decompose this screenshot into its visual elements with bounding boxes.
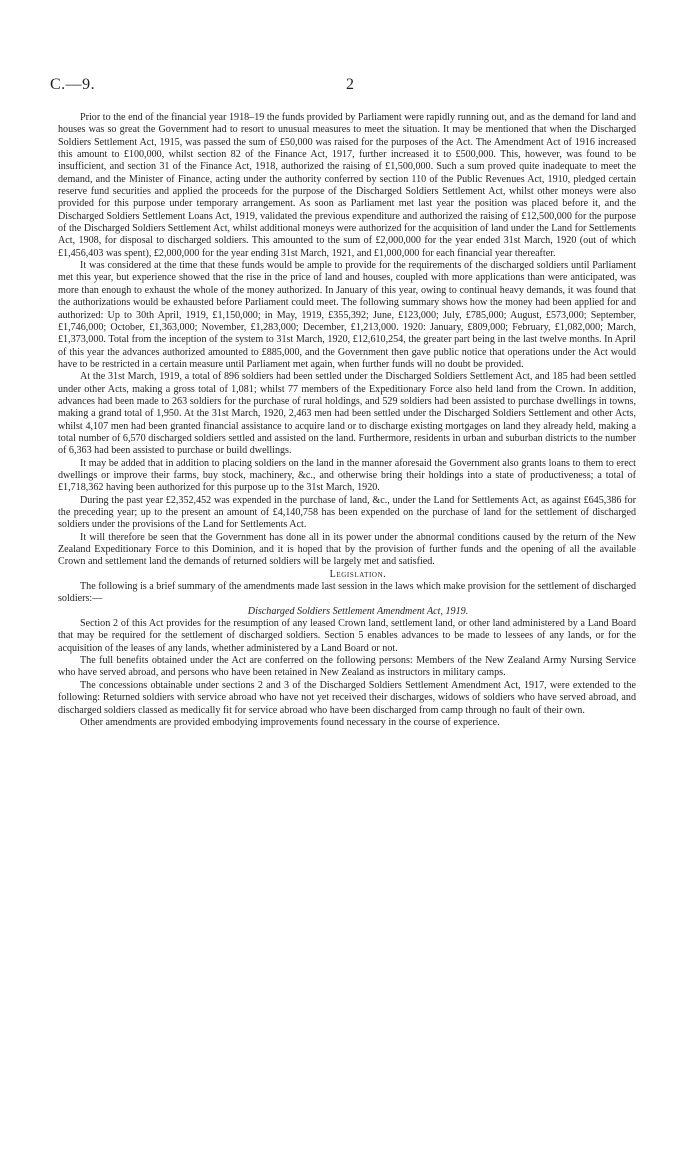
legislation-paragraph: Other amendments are provided embodying improvements found necessary in the course of experience. — [80, 716, 500, 728]
paragraph-expenditure-summary: It was considered at the time that these funds would be ample to provide for the requirements of the discharged soldiers until Parliament met this year, but experience showed that the rise in the price of land and houses, coupled with more applications than were anticipated, was more than enough to exhaust the whole of the money authorized. In January of this year, owing to continual heavy demands, it was found that the authorizations would be exhausted before Parliament could meet. The following summary shows how the money had been applied for and authorized: Up to 30th April, 1919, £1,150,000; in May, 1919, £355,392; June, £123,000; July, £785,000; August, £573,000; September, £1,746,000; October, £1,363,000; November, £1,283,000; December, £1,213,000. 1920: January, £809,000; February, £1,082,000; March, £1,373,000. Total from the inception of the system to 31st March, 1920, £12,610,254, the greater part being in the last twelve months. In April of this year the advances authorized amounted to £885,000, and the Government then gave public notice that operations under the Act would have to be restricted in a certain measure until Parliament met again, when further funds will no doubt be provided. — [58, 260, 636, 370]
legislation-paragraph: The full benefits obtained under the Act are conferred on the following persons: Members of the New Zealand Army Nursing Service who have served abroad, and persons who have been retained in New Zealand as instructors in military camps. — [58, 655, 636, 679]
legislation-intro: The following is a brief summary of the amendments made last session in the laws which make provision for the settlement of discharged soldiers:— — [58, 581, 636, 605]
section-heading-legislation: Legislation. — [329, 568, 387, 580]
page-number: 2 — [346, 76, 354, 93]
paragraph-settlement-totals: At the 31st March, 1919, a total of 896 soldiers had been settled under the Discharged Soldiers Settlement Act, and 185 had been settled under other Acts, making a gross total of 1,081; whilst 77 members of the Expeditionary Force also held land from the Crown. In addition, advances had been made to 263 soldiers for the purchase of rural holdings, and 529 soldiers had been assisted to purchase dwellings in towns, making a grand total of 1,950. At the 31st March, 1920, 2,463 men had been settled under the Discharged Soldiers Settlement and other Acts, whilst 4,107 men had been granted financial assistance to acquire land or to discharge existing mortgages on land they already held, making a total number of 6,570 discharged soldiers settled and assisted on the land. Furthermore, residents in urban and suburban districts to the number of 6,363 had been assisted to purchase or build dwellings. — [58, 371, 636, 457]
legislation-paragraph: The concessions obtainable under sections 2 and 3 of the Discharged Soldiers Settlement Amendment Act, 1917, were extended to the following: Returned soldiers with service abroad who have not yet received their discharges, widows of soldiers who have served abroad, and discharged soldiers classed as medically fit for service abroad who have been discharged from camp through no fault of their own. — [58, 679, 636, 716]
act-title: Discharged Soldiers Settlement Amendment Act, 1919. — [247, 605, 469, 617]
paragraph-conclusion: It will therefore be seen that the Government has done all in its power under the abnormal conditions caused by the return of the New Zealand Expeditionary Force to this Dominion, and it is hoped that by the provision of further funds and the opening of all the available Crown and settlement land the demands of returned soldiers will be largely met and satisfied. — [58, 531, 636, 568]
document-reference: C.—9. — [50, 76, 96, 93]
legislation-paragraph: Section 2 of this Act provides for the resumption of any leased Crown land, settlement land, or other land administered by a Land Board that may be required for the settlement of discharged soldiers. Section 5 enables advances to be made to lessees of any lands, or for the acquisition of the leases of any lands, whether administered by a Land Board or not. — [58, 618, 636, 654]
paragraph-land-purchase: During the past year £2,352,452 was expended in the purchase of land, &c., under the Land for Settlements Act, as against £645,386 for the preceding year; up to the present an amount of £4,140,758 has been expended on the purchase of land for the settlement of discharged soldiers under the provisions of the Land for Settlements Act. — [58, 494, 636, 531]
paragraph-loans: It may be added that in addition to placing soldiers on the land in the manner aforesaid the Government also grants loans to them to erect dwellings or improve their farms, buy stock, machinery, &c., and otherwise bring their holdings into a state of productiveness; a total of £1,718,362 having been authorized for this purpose up to the 31st March, 1920. — [58, 457, 636, 494]
body-text — [58, 112, 636, 729]
paragraph-funding: Prior to the end of the financial year 1918–19 the funds provided by Parliament were rapidly running out, and as the demand for land and houses was so great the Government had to resort to unusual measures to meet the situation. It may be mentioned that when the Discharged Soldiers Settlement Act, 1915, was passed the sum of £50,000 was raised for the purposes of the Act. The Amendment Act of 1916 increased this amount to £100,000, whilst section 82 of the Finance Act, 1917, further increased it to £500,000. This, however, was found to be insufficient, and section 31 of the Finance Act, 1918, authorized the raising of £1,500,000. Such a sum proved quite inadequate to meet the demand, and the Minister of Finance, acting under the authority conferred by section 110 of the Public Revenues Act, 1910, pledged certain reserve fund securities and applied the proceeds for the purpose of the Discharged Soldiers Settlement Act, whilst other moneys were also provided for this purpose under temporary arrangement. As soon as Parliament met last year the position was placed before it, and the Discharged Soldiers Settlement Loans Act, 1919, validated the previous expenditure and authorized the raising of £12,500,000 for the purpose of the Discharged Soldiers Settlement Act, whilst additional moneys were authorized for the acquisition of land under the Land for Settlements Act, 1908, for disposal to discharged soldiers. This amounted to the sum of £2,000,000 for the year ended 31st March, 1920 (out of which £1,456,403 was spent), £2,000,000 for the year ending 31st March, 1921, and £1,000,000 for each financial year thereafter. — [58, 112, 636, 259]
